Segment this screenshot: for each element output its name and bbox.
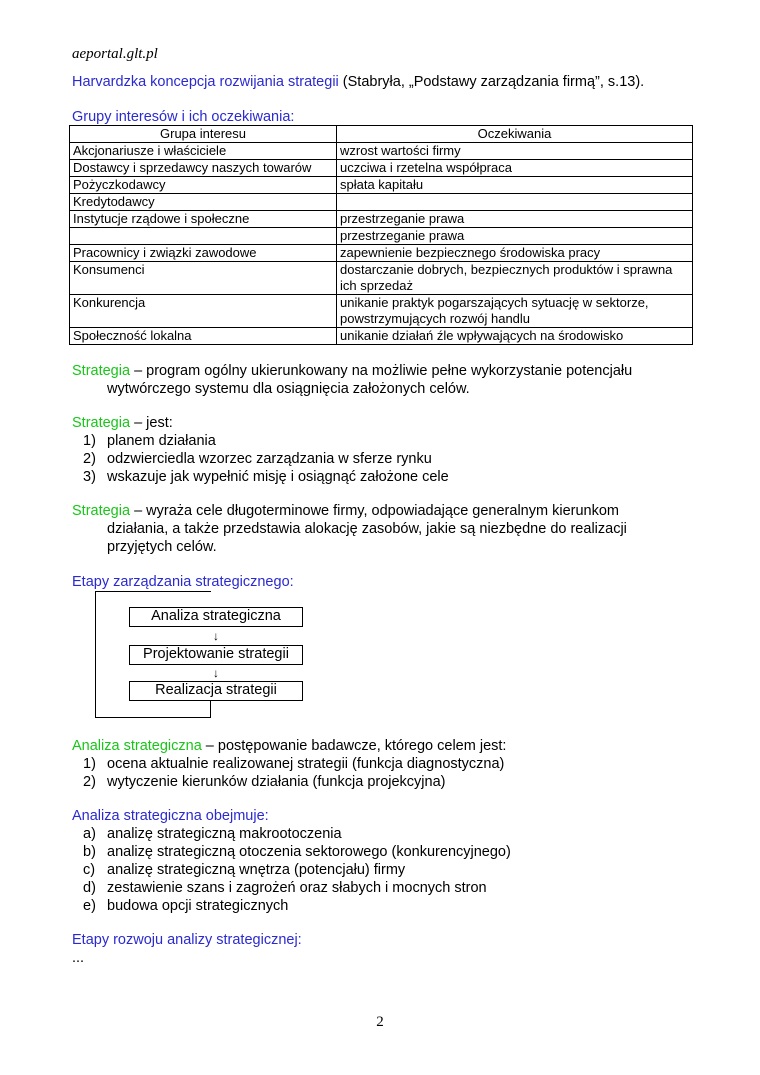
group-cell (70, 228, 337, 245)
definition-text: – program ogólny ukierunkowany na możliwie pełne wykorzystanie potencjału (130, 363, 633, 379)
definition-text: przyjętych celów. (107, 539, 217, 555)
item-number: 1) (83, 433, 96, 449)
loop-connector (210, 700, 211, 717)
list-item (72, 432, 449, 450)
list-item (72, 773, 506, 791)
scope-heading: Analiza strategiczna obejmuje: (72, 808, 269, 824)
list-item (72, 825, 511, 843)
site-name: aeportal.glt.pl (72, 46, 158, 62)
stakeholders-table (69, 125, 693, 345)
list-item (72, 450, 449, 468)
development-body: ... (72, 950, 85, 966)
item-text: ocena aktualnie realizowanej strategii (funkcja diagnostyczna) (107, 756, 505, 772)
list-item (72, 897, 511, 915)
term: Strategia (72, 363, 131, 379)
analysis-scope (72, 807, 511, 915)
strategy-definition-2 (72, 414, 449, 486)
definition-text: – postępowanie badawcze, którego celem jest: (201, 738, 507, 754)
list-item (72, 879, 511, 897)
column-header: Oczekiwania (337, 126, 693, 143)
item-text: planem działania (107, 433, 216, 449)
group-cell: Konkurencja (70, 295, 337, 328)
item-letter: b) (83, 844, 96, 860)
page-number: 2 (376, 1014, 384, 1030)
stage-box-analysis: Analiza strategiczna (129, 607, 303, 627)
expectation-cell: przestrzeganie prawa (337, 228, 693, 245)
expectation-cell: wzrost wartości firmy (337, 143, 693, 160)
intro-source: (Stabryła, „Podstawy zarządzania firmą”, s.13). (338, 74, 645, 90)
table-row (70, 211, 693, 228)
item-text: wskazuje jak wypełnić misję i osiągnąć założone cele (107, 469, 449, 485)
down-arrow-icon: ↓ (213, 629, 219, 643)
item-text: analizę strategiczną makrootoczenia (107, 826, 342, 842)
group-cell: Pożyczkodawcy (70, 177, 337, 194)
term: Strategia (72, 415, 131, 431)
expectation-cell: dostarczanie dobrych, bezpiecznych produktów i sprawna ich sprzedaż (337, 262, 693, 295)
expectation-cell: spłata kapitału (337, 177, 693, 194)
stages-heading: Etapy zarządzania strategicznego: (72, 574, 294, 590)
item-number: 3) (83, 469, 96, 485)
strategy-definition-3 (72, 502, 627, 556)
item-number: 2) (83, 451, 96, 467)
term: Strategia (72, 503, 131, 519)
item-text: odzwierciedla wzorzec zarządzania w sferze rynku (107, 451, 432, 467)
group-cell: Konsumenci (70, 262, 337, 295)
item-letter: a) (83, 826, 96, 842)
group-cell: Pracownicy i związki zawodowe (70, 245, 337, 262)
item-letter: e) (83, 898, 96, 914)
table-row (70, 194, 693, 211)
strategy-definition-1 (72, 362, 632, 398)
table-row (70, 228, 693, 245)
definition-text: – wyraża cele długoterminowe firmy, odpowiadające generalnym kierunkom (130, 503, 619, 519)
expectation-cell: przestrzeganie prawa (337, 211, 693, 228)
list-item (72, 755, 506, 773)
item-number: 2) (83, 774, 96, 790)
item-letter: d) (83, 880, 96, 896)
definition-text: działania, a także przedstawia alokację zasobów, jakie są niezbędne do realizacji (107, 521, 627, 537)
development-section (72, 931, 302, 967)
list-item (72, 843, 511, 861)
list-item (72, 861, 511, 879)
group-cell: Kredytodawcy (70, 194, 337, 211)
table-row (70, 245, 693, 262)
table-row (70, 328, 693, 345)
expectation-cell (337, 194, 693, 211)
item-letter: c) (83, 862, 96, 878)
item-text: wytyczenie kierunków działania (funkcja projekcyjna) (107, 774, 446, 790)
table-row (70, 177, 693, 194)
expectation-cell: zapewnienie bezpiecznego środowiska pracy (337, 245, 693, 262)
item-text: analizę strategiczną otoczenia sektorowego (konkurencyjnego) (107, 844, 511, 860)
table-row (70, 143, 693, 160)
group-cell: Społeczność lokalna (70, 328, 337, 345)
expectation-cell: unikanie działań źle wpływających na środowisko (337, 328, 693, 345)
item-text: budowa opcji strategicznych (107, 898, 289, 914)
development-heading: Etapy rozwoju analizy strategicznej: (72, 932, 302, 948)
column-header: Grupa interesu (70, 126, 337, 143)
table-row (70, 295, 693, 328)
table-header-row (70, 126, 693, 143)
down-arrow-icon: ↓ (213, 666, 219, 680)
stage-box-design: Projektowanie strategii (129, 645, 303, 665)
numbered-list (72, 432, 449, 486)
definition-text: – jest: (130, 415, 173, 431)
stakeholders-heading: Grupy interesów i ich oczekiwania: (72, 109, 295, 125)
group-cell: Dostawcy i sprzedawcy naszych towarów (70, 160, 337, 177)
group-cell: Instytucje rządowe i społeczne (70, 211, 337, 228)
table-row (70, 262, 693, 295)
stage-box-implementation: Realizacja strategii (129, 681, 303, 701)
item-text: zestawienie szans i zagrożeń oraz słabych i mocnych stron (107, 880, 487, 896)
analysis-definition (72, 737, 506, 791)
group-cell: Akcjonariusze i właściciele (70, 143, 337, 160)
item-number: 1) (83, 756, 96, 772)
expectation-cell: unikanie praktyk pogarszających sytuację w sektorze, powstrzymujących rozwój handlu (337, 295, 693, 328)
lettered-list (72, 825, 511, 915)
numbered-list (72, 755, 506, 791)
intro-title: Harvardzka koncepcja rozwijania strategii (72, 74, 339, 90)
list-item (72, 468, 449, 486)
intro-line (72, 73, 644, 91)
item-text: analizę strategiczną wnętrza (potencjału) firmy (107, 862, 406, 878)
table-row (70, 160, 693, 177)
expectation-cell: uczciwa i rzetelna współpraca (337, 160, 693, 177)
definition-text: wytwórczego systemu dla osiągnięcia założonych celów. (107, 381, 470, 397)
term: Analiza strategiczna (72, 738, 202, 754)
